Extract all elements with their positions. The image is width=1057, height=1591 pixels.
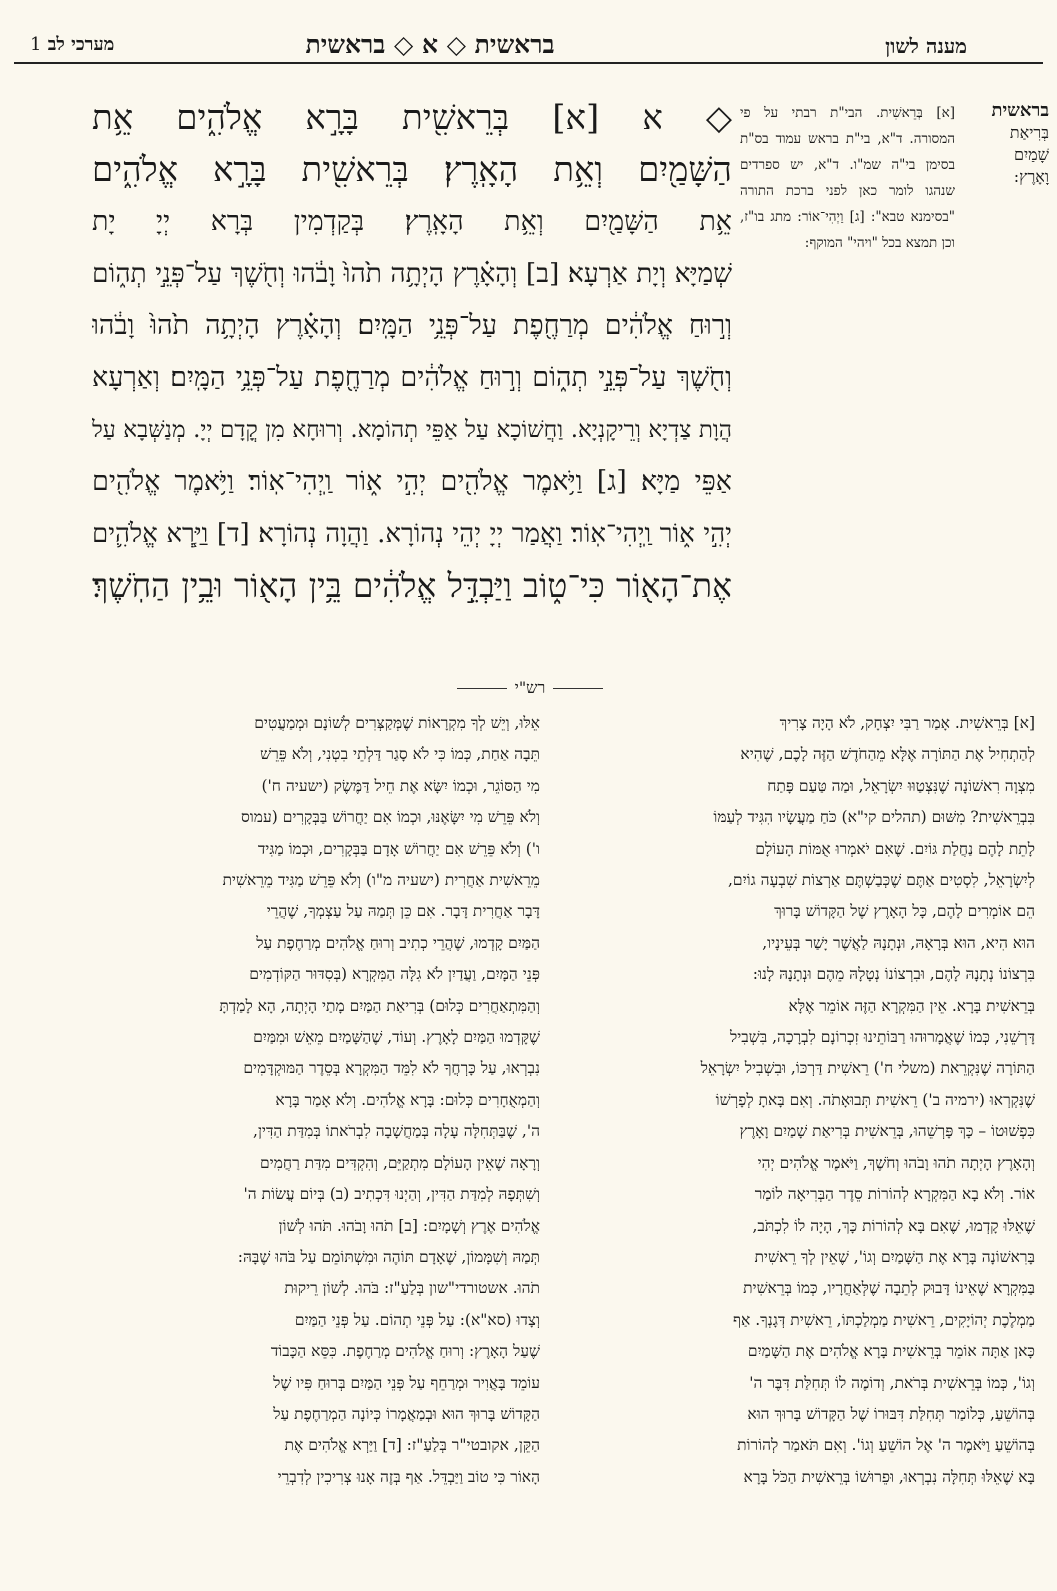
rashi-line: תֵּבָה אַחַת, כְּמוֹ כִּי לֹא סָגַר דַּלְתֵי בִטְנִי, וְלֹא פֵּרֵשׁ — [260, 745, 540, 764]
rashi-line: [א] בְּרֵאשִׁית. אָמַר רַבִּי יִצְחָק, לֹא הָיָה צָרִיךְ — [779, 714, 1035, 732]
verse-line: וְר֣וּחַ אֱלֹהִ֔ים מְרַחֶ֖פֶת עַל־פְּנֵ֥י הַמָּֽיִם׃ וְהָאָ֗רֶץ הָיְתָ֥ה תֹ֙הוּ֙ וָבֹ֔הוּ — [92, 310, 732, 341]
rashi-line: ה', שֶׁבַּתְּחִלָּה עָלָה בְּמַחֲשָׁבָה לִבְרֹאתוֹ בְּמִדַּת הַדִּין, — [253, 1122, 540, 1141]
rashi-line: בָּא שֶׁאֵלּוּ תְּחִלָּה נִבְרְאוּ, וּפֵרוּשׁוֹ בְּרֵאשִׁית הַכֹּל בָּרָא — [743, 1467, 1035, 1486]
page-number: 1 — [30, 34, 42, 55]
margin-note-title: בראשית — [991, 100, 1049, 121]
rashi-line: בַּמִּקְרָא שֶׁאֵינוֹ דָּבוּק לְתֵבָה שֶׁלְּאַחֲרָיו, כְּמוֹ בְּרֵאשִׁית — [743, 1279, 1035, 1298]
rashi-line: הֵם אוֹמְרִים לָהֶם, כָּל הָאָרֶץ שֶׁל הַקָּדוֹשׁ בָּרוּךְ — [774, 902, 1035, 921]
verse-line: הַשָּׁמַ֖יִם וְאֵ֥ת הָאָֽרֶץ׃ בְּרֵאשִׁ֖ית בָּרָ֣א אֱלֹהִ֑ים — [92, 150, 732, 190]
rashi-line: אֱלֹהִים אֶרֶץ וְשָׁמָיִם: [ב] תֹהוּ וָבֹהוּ. תֹּהוּ לְשׁוֹן — [278, 1216, 540, 1235]
main-verse-block — [92, 92, 732, 612]
rashi-line: וְרָאָה שֶׁאֵין הָעוֹלָם מִתְקַיֵּם, וְהִקְדִּים מִדַּת רַחֲמִים — [260, 1153, 540, 1172]
rashi-line: פְּנֵי הַמָּיִם, וַעֲדַיִן לֹא גִלָּה הַמִּקְרָא (בְּסִדּוּר הַקּוֹדְמִים — [249, 965, 540, 984]
rashi-line: מֵרֵאשִׁית אַחֲרִית (ישעיה מ"ו) וְלֹא פֵּרֵשׁ מַגִּיד מֵרֵאשִׁית — [222, 871, 540, 890]
rashi-column-right — [575, 708, 1035, 1493]
header-left — [16, 34, 114, 55]
rashi-line: הַמַּיִם קָדְמוּ, שֶׁהֲרֵי כְתִיב וְרוּחַ אֱלֹהִים מְרַחֶפֶת עַל — [256, 933, 540, 952]
verse-line: שְׁמַיָּא וְיָת אַרְעָא׃ [ב] וְהָאָ֗רֶץ הָיְתָ֥ה תֹ֙הוּ֙ וָבֹ֔הוּ וְחֹ֖שֶׁךְ עַל־פְּנֵ֣י תְה֑וֹם — [92, 258, 732, 289]
margin-note-line: שָׁמַיִם — [1014, 145, 1049, 164]
rashi-line: דָּרְשֵׁנִי, כְּמוֹ שֶׁאֲמָרוּהוּ רַבּוֹתֵינוּ זִכְרוֹנָם לִבְרָכָה, בִּשְׁבִיל — [729, 1028, 1035, 1047]
rashi-line: וְהָאָרֶץ הָיְתָה תֹהוּ וָבֹהוּ וְחֹשֶׁךְ, וַיֹּאמֶר אֱלֹהִים יְהִי — [757, 1153, 1035, 1172]
rashi-line: מִי הַסּוֹגֵר, וּכְמוֹ יִשָּׂא אֶת חֵיל דַּמֶּשֶׂק (ישעיה ח') — [261, 776, 540, 795]
targum-line: הֲוָת צַדְיָא וְרֵיקָנְיָא. וַחֲשׁוֹכָא עַל אַפֵּי תְהוֹמָא. וְרוּחָא מִן קֳדָם יְיָ. מְנַשְּׁבָא עַל — [92, 417, 732, 443]
rashi-line: בְּהוֹשֵׁעַ, כְּלוֹמַר תְּחִלַּת דִּבּוּרוֹ שֶׁל הַקָּדוֹשׁ בָּרוּךְ הוּא — [747, 1404, 1035, 1423]
margin-note-line: וָאָרֶץ: — [1013, 167, 1049, 186]
rashi-line: בְּרֵאשִׁית בָּרָא. אֵין הַמִּקְרָא הַזֶּה אוֹמֵר אֶלָּא — [788, 996, 1035, 1015]
rashi-line: וְהַמִּתְאַחֲרִים כְּלוּם) בְּרִיאַת הַמַּיִם מָתַי הָיְתָה, הָא לָמַדְתָּ — [219, 996, 540, 1015]
masorah-note: [א] בְּרֵאשִׁית. הבי"ת רבתי על פי המסורה. ד"א, בי"ת בראש עמוד בס"ת בסימן בי"ה שמ"ו. ד"א, יש ספרדים שנהגו לומר כאן לפני ברכת התורה "בסימנא טבא": [ג] וַיְהִי־אוֹר: מתג בו"ז, וכן תמצא בכל "ויהי" המוקף: — [740, 105, 955, 251]
rashi-heading: רש"י — [420, 678, 640, 698]
margin-note — [967, 100, 1049, 188]
rashi-line: אֵלּוּ, וְיֵשׁ לְךָ מִקְרָאוֹת שֶׁמְּקַצְּרִים לְשׁוֹנָם וּמְמַעֲטִים — [254, 714, 540, 732]
rashi-line: שֶׁקָּדְמוּ הַמַּיִם לָאָרֶץ. וְעוֹד, שֶׁהַשָּׁמַיִם מֵאֵשׁ וּמִמַּיִם — [253, 1028, 540, 1047]
rashi-line: הַקָּדוֹשׁ בָּרוּךְ הוּא וּבְמַאֲמָרוֹ כְּיוֹנָה הַמְרַחֶפֶת עַל — [273, 1404, 540, 1423]
rashi-line: כָּאן אַתָּה אוֹמֵר בְּרֵאשִׁית בָּרָא אֱלֹהִים אֶת הַשָּׁמַיִם — [747, 1342, 1035, 1361]
rashi-line: שֶׁנִּקְרְאוּ (ירמיה ב') רֵאשִׁית תְּבוּאָתֹה. וְאִם בָּאתָ לְפָרְשׁוֹ — [715, 1090, 1035, 1109]
verse-line: אֶת־הָא֖וֹר כִּי־ט֑וֹב וַיַּבְדֵּ֣ל אֱלֹהִ֔ים בֵּ֥ין הָא֖וֹר וּבֵ֥ין הַחֹֽשֶׁךְ׃ — [92, 566, 732, 605]
rashi-line: וְלֹא פֵּרֵשׁ מִי יִשָּׂאֶנּוּ, וּכְמוֹ אִם יַחֲרוֹשׁ בַּבְּקָרִים (עמוס — [240, 808, 540, 827]
rashi-line: בְּהוֹשֵׁעַ וַיֹּאמֶר ה' אֶל הוֹשֵׁעַ וְגוֹ'. וְאִם תֹּאמַר לְהוֹרוֹת — [737, 1436, 1035, 1455]
rashi-line: נִבְרְאוּ, עַל כָּרְחֲךָ לֹא לִמֵּד הַמִּקְרָא בְּסֵדֶר הַמּוּקְדָּמִים — [243, 1059, 540, 1078]
header-divider — [14, 62, 1043, 64]
rashi-line: תְּמַהּ וְשִׁמָּמוֹן, שֶׁאָדָם תּוֹהֶה וּמִשְׁתּוֹמֵם עַל בֹּהוּ שֶׁבָּהּ: — [237, 1247, 540, 1266]
rashi-line: דָּבָר אַחֲרִית דָּבָר. אִם כֵּן תְּמַהּ עַל עַצְמְךָ, שֶׁהֲרֵי — [266, 902, 540, 921]
rashi-line: לְהַתְחִיל אֶת הַתּוֹרָה אֶלָּא מֵהַחֹדֶשׁ הַזֶּה לָכֶם, שֶׁהִיא — [740, 745, 1035, 764]
rashi-line: שֶׁעַל הָאָרֶץ: וְרוּחַ אֱלֹהִים מְרַחֶפֶת. כִּסֵּא הַכָּבוֹד — [270, 1342, 540, 1361]
rashi-line: הַקֵּן, אקובטי"ר בְּלַעַ"ז: [ד] וַיַּרְא אֱלֹהִים אֶת — [284, 1436, 540, 1455]
verse-line: יְהִ֣י א֑וֹר וַֽיְהִי־אֽוֹר׃ וַאֲמַר יְיָ יְהֵי נְהוֹרָא. וַהֲוָה נְהוֹרָא׃ [ד] וַיַּ֧רְא אֱלֹהִ֛ים — [92, 519, 732, 549]
rashi-line: הַתּוֹרָה שֶׁנִּקְרֵאת (משלי ח') רֵאשִׁית דַּרְכּוֹ, וּבִשְׁבִיל יִשְׂרָאֵל — [700, 1059, 1035, 1078]
header-left-label: מערכי לב — [47, 34, 115, 55]
verse-line: ◇ א [א] בְּרֵאשִׁ֖ית בָּרָ֣א אֱלֹהִ֑ים אֵ֥ת — [92, 98, 732, 138]
margin-note-line: בְּרִיאַת — [1009, 123, 1049, 142]
rashi-line: בָּרִאשׁוֹנָה בָּרָא אֶת הַשָּׁמַיִם וְגוֹ', שֶׁאֵין לְךָ רֵאשִׁית — [754, 1247, 1035, 1266]
rashi-line: מַמְלֶכֶת יְהוֹיָקִים, רֵאשִׁית מַמְלַכְתּוֹ, רֵאשִׁית דְּגָנְךָ. אַף — [732, 1310, 1035, 1329]
verse-line: אֵ֥ת הַשָּׁמַ֖יִם וְאֵ֥ת הָאָֽרֶץ׃ בְּקַדְמִין בְּרָא יְיָ יָת — [92, 206, 732, 237]
rashi-line: וְשִׁתְּפָהּ לְמִדַּת הַדִּין, וְהַיְנוּ דִּכְתִיב (ב) בְּיוֹם עֲשׂוֹת ה' — [243, 1185, 540, 1204]
rashi-line: עוֹמֵד בָּאֲוִיר וּמְרַחֵף עַל פְּנֵי הַמַּיִם בְּרוּחַ פִּיו שֶׁל — [273, 1373, 540, 1392]
rashi-line: לָתֵת לָהֶם נַחֲלַת גּוֹיִם. שֶׁאִם יֹאמְרוּ אֻמּוֹת הָעוֹלָם — [755, 839, 1035, 858]
rashi-line: וְהַמְאֻחָרִים כְּלוּם: בָּרָא אֱלֹהִים. וְלֹא אָמַר בָּרָא — [275, 1090, 540, 1109]
verse-line: וְחֹ֖שֶׁךְ עַל־פְּנֵ֣י תְה֑וֹם וְר֣וּחַ אֱלֹהִ֔ים מְרַחֶ֖פֶת עַל־פְּנֵ֥י הַמָּֽיִם׃ וְאַרְעָא — [92, 362, 732, 393]
rashi-line: ו') וְלֹא פֵּרֵשׁ אִם יַחֲרוֹשׁ אָדָם בַּבְּקָרִים, וּכְמוֹ מַגִּיד — [257, 839, 540, 858]
rashi-line: מִצְוָה רִאשׁוֹנָה שֶׁנִּצְטַוּוּ יִשְׂרָאֵל, וּמַה טַּעַם פָּתַח — [767, 776, 1035, 795]
running-header — [0, 0, 1057, 64]
rashi-line: הָאוֹר כִּי טוֹב וַיַּבְדֵּל. אַף בְּזֶה אָנוּ צְרִיכִין לְדִבְרֵי — [277, 1467, 540, 1486]
header-right-label: מענה לשון — [885, 34, 967, 58]
rashi-line: כִּפְשׁוּטוֹ – כָּךְ פָּרְשֵׁהוּ, בְּרֵאשִׁית בְּרִיאַת שָׁמַיִם וָאָרֶץ — [739, 1122, 1035, 1141]
rashi-line: לְיִשְׂרָאֵל, לִסְטִים אַתֶּם שֶׁכְּבַשְׁתֶּם אַרְצוֹת שִׁבְעָה גוֹיִם, — [728, 871, 1035, 890]
rashi-line: בִּבְרֵאשִׁית? מִשּׁוּם (תהלים קי"א) כֹּחַ מַעֲשָׂיו הִגִּיד לְעַמּוֹ — [713, 808, 1035, 827]
rashi-line: וְצָדוּ (סא"א): עַל פְּנֵי תְהוֹם. עַל פְּנֵי הַמַּיִם — [294, 1310, 540, 1329]
rashi-line: וְגוֹ', כְּמוֹ בְּרֵאשִׁית בְּרֹאת, וְדוֹמֶה לוֹ תְּחִלַּת דִּבֶּר ה' — [749, 1373, 1035, 1392]
header-center-title: בראשית ◇ א ◇ בראשית — [305, 30, 555, 59]
rashi-line: הוּא הִיא, הוּא בְּרָאָהּ, וּנְתָנָהּ לַאֲשֶׁר יָשַׁר בְּעֵינָיו, — [762, 933, 1035, 952]
rashi-line: תֹהוּ. אשטורדי"שון בְּלַעַ"ז: בֹּהוּ. לְשׁוֹן רֵיקוּת — [284, 1279, 540, 1298]
rashi-column-left — [80, 708, 540, 1493]
rashi-line: שֶׁאֵלּוּ קָדְמוּ, שֶׁאִם בָּא לְהוֹרוֹת כָּךְ, הָיָה לוֹ לִכְתֹּב, — [752, 1216, 1035, 1235]
rashi-line: בִּרְצוֹנוֹ נְתָנָהּ לָהֶם, וּבִרְצוֹנוֹ נְטָלָהּ מֵהֶם וּנְתָנָהּ לָנוּ: — [752, 965, 1035, 984]
rashi-line: אוֹר. וְלֹא בָא הַמִּקְרָא לְהוֹרוֹת סֵדֶר הַבְּרִיאָה לוֹמַר — [754, 1185, 1035, 1204]
verse-line: אַפֵּי מַיָּא׃ [ג] וַיֹּ֥אמֶר אֱלֹהִ֖ים יְהִ֣י א֑וֹר וַֽיְהִי־אֽוֹר׃ וַיֹּ֥אמֶר אֱלֹהִ֖ים — [92, 466, 732, 497]
